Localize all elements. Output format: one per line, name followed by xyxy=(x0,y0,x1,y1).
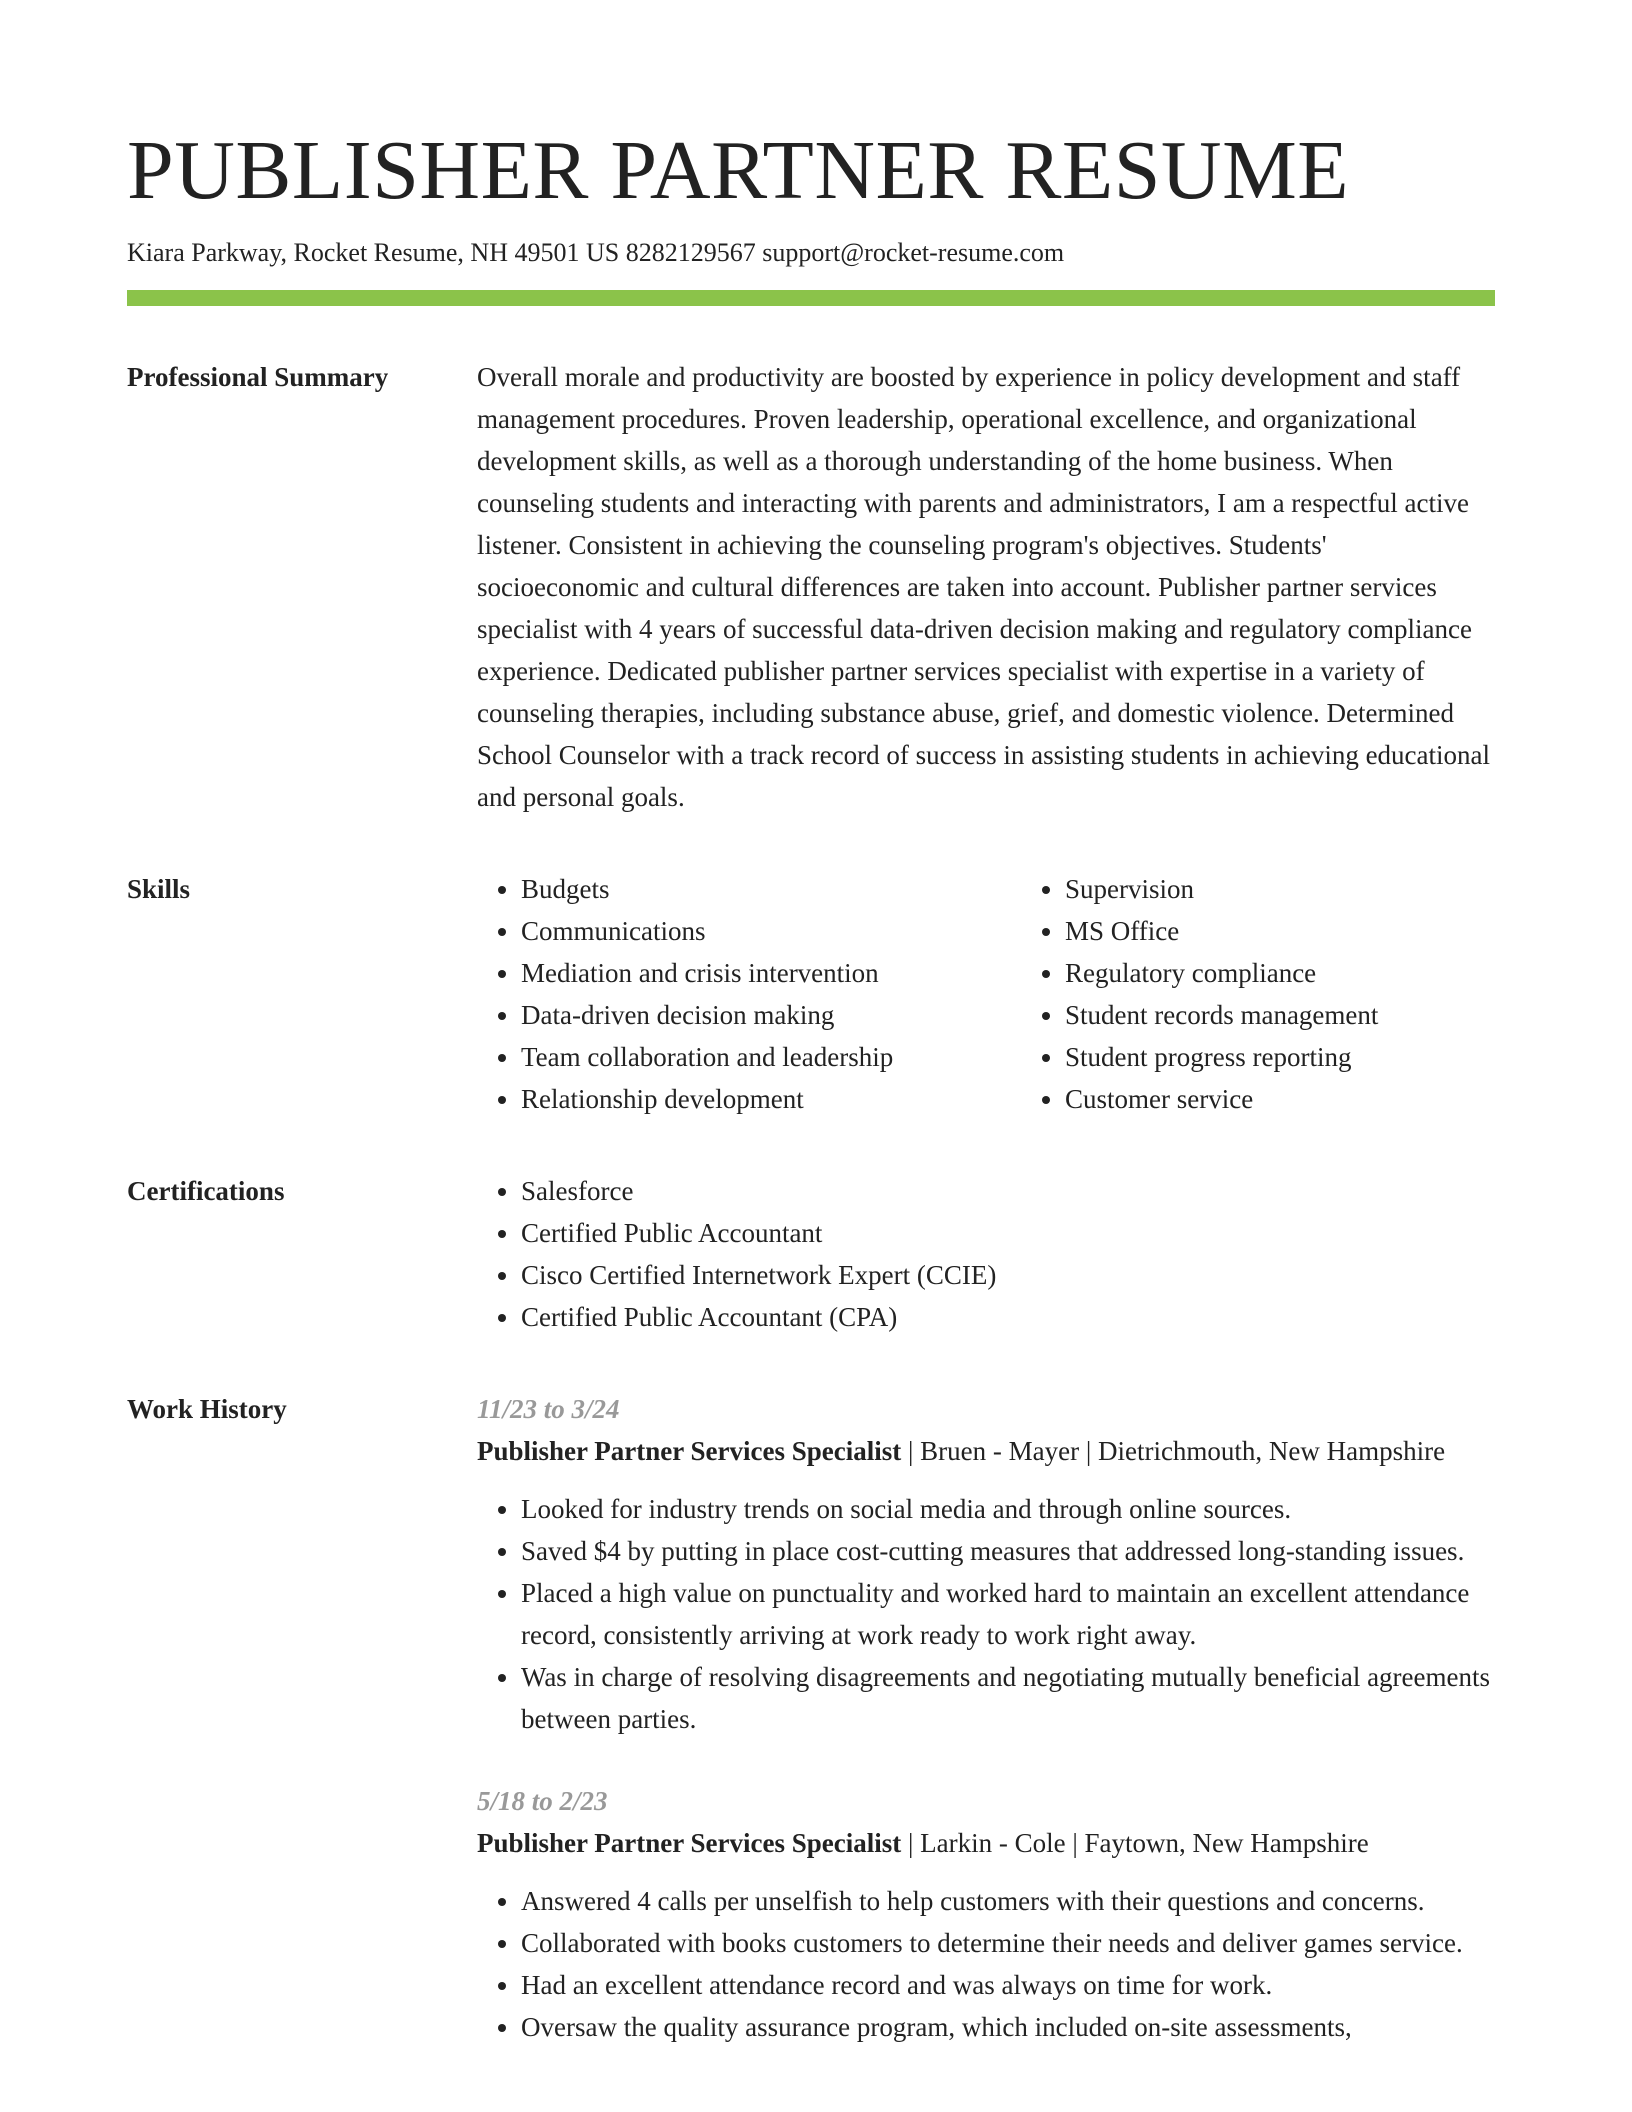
certification-item: • Salesforce xyxy=(521,1170,1495,1212)
job-bullet: • Placed a high value on punctuality and worked hard to maintain an excellent attendance record, consistently arriving at work ready to work right away. xyxy=(521,1572,1495,1656)
job-title: Publisher Partner Services Specialist xyxy=(477,1828,902,1858)
skill-item: • MS Office xyxy=(1065,910,1565,952)
work-history-body xyxy=(477,1388,1495,2088)
job-bullet: • Oversaw the quality assurance program, which included on-site assessments, xyxy=(521,2006,1495,2048)
skills-list-right xyxy=(1021,868,1565,1120)
skill-item: • Student progress reporting xyxy=(1065,1036,1565,1078)
job-bullets xyxy=(477,1488,1495,1740)
job-dates: 11/23 to 3/24 xyxy=(477,1394,620,1424)
job-bullet: • Was in charge of resolving disagreements and negotiating mutually beneficial agreements between parties. xyxy=(521,1656,1495,1740)
certification-item: • Certified Public Accountant (CPA) xyxy=(521,1296,1495,1338)
summary-section xyxy=(127,356,1495,818)
job-bullet: • Had an excellent attendance record and was always on time for work. xyxy=(521,1964,1495,2006)
job-dates: 5/18 to 2/23 xyxy=(477,1786,608,1816)
job-bullet: • Answered 4 calls per unselfish to help customers with their questions and concerns. xyxy=(521,1880,1495,1922)
certifications-list xyxy=(477,1170,1495,1338)
skill-item: • Budgets xyxy=(521,868,1021,910)
certifications-section xyxy=(127,1170,1495,1338)
section-label-certifications: Certifications xyxy=(127,1176,285,1206)
job-entry xyxy=(477,1388,1495,1740)
job-bullet: • Looked for industry trends on social media and through online sources. xyxy=(521,1488,1495,1530)
skill-item: • Student records management xyxy=(1065,994,1565,1036)
section-label-summary: Professional Summary xyxy=(127,362,389,392)
resume-title: PUBLISHER PARTNER RESUME xyxy=(127,124,1350,217)
certifications-body xyxy=(477,1170,1495,1338)
job-bullet: • Saved $4 by putting in place cost-cutting measures that addressed long-standing issues. xyxy=(521,1530,1495,1572)
summary-body xyxy=(477,356,1495,818)
skill-item: • Data-driven decision making xyxy=(521,994,1021,1036)
contact-line: Kiara Parkway, Rocket Resume, NH 49501 US 8282129567 support@rocket-resume.com xyxy=(127,238,1065,267)
section-label-work-history: Work History xyxy=(127,1394,287,1424)
job-heading xyxy=(477,1430,1495,1472)
skill-item: • Communications xyxy=(521,910,1021,952)
section-label-skills: Skills xyxy=(127,874,191,904)
skills-section xyxy=(127,868,1495,1120)
certification-item: • Cisco Certified Internetwork Expert (CCIE) xyxy=(521,1254,1495,1296)
job-bullet: • Collaborated with books customers to determine their needs and deliver games service. xyxy=(521,1922,1495,1964)
job-details: | Bruen - Mayer | Dietrichmouth, New Hampshire xyxy=(901,1436,1446,1466)
skills-body xyxy=(477,868,1565,1120)
skill-item: • Relationship development xyxy=(521,1078,1021,1120)
skill-item: • Team collaboration and leadership xyxy=(521,1036,1021,1078)
skill-item: • Regulatory compliance xyxy=(1065,952,1565,994)
accent-divider xyxy=(127,290,1495,306)
work-history-section xyxy=(127,1388,1495,2088)
skill-item: • Customer service xyxy=(1065,1078,1565,1120)
skills-list-left xyxy=(477,868,1021,1120)
job-heading xyxy=(477,1822,1495,1864)
resume-page xyxy=(127,116,1495,2088)
skill-item: • Supervision xyxy=(1065,868,1565,910)
job-bullets xyxy=(477,1880,1495,2048)
job-title: Publisher Partner Services Specialist xyxy=(477,1436,902,1466)
job-entry xyxy=(477,1780,1495,2048)
skill-item: • Mediation and crisis intervention xyxy=(521,952,1021,994)
certification-item: • Certified Public Accountant xyxy=(521,1212,1495,1254)
summary-text: Overall morale and productivity are boosted by experience in policy development and staff management procedures. Proven leadership, operational excellence, and organizational development skills, as well as a thorough understanding of the home business. When counseling students and interacting with parents and administrators, I am a respectful active listener. Consistent in achieving the counseling program's objectives. Students' socioeconomic and cultural differences are taken into account. Publisher partner services specialist with 4 years of successful data-driven decision making and regulatory compliance experience. Dedicated publisher partner services specialist with expertise in a variety of counseling therapies, including substance abuse, grief, and domestic violence. Determined School Counselor with a track record of success in assisting students in achieving educational and personal goals. xyxy=(477,362,1491,812)
job-details: | Larkin - Cole | Faytown, New Hampshire xyxy=(901,1828,1369,1858)
